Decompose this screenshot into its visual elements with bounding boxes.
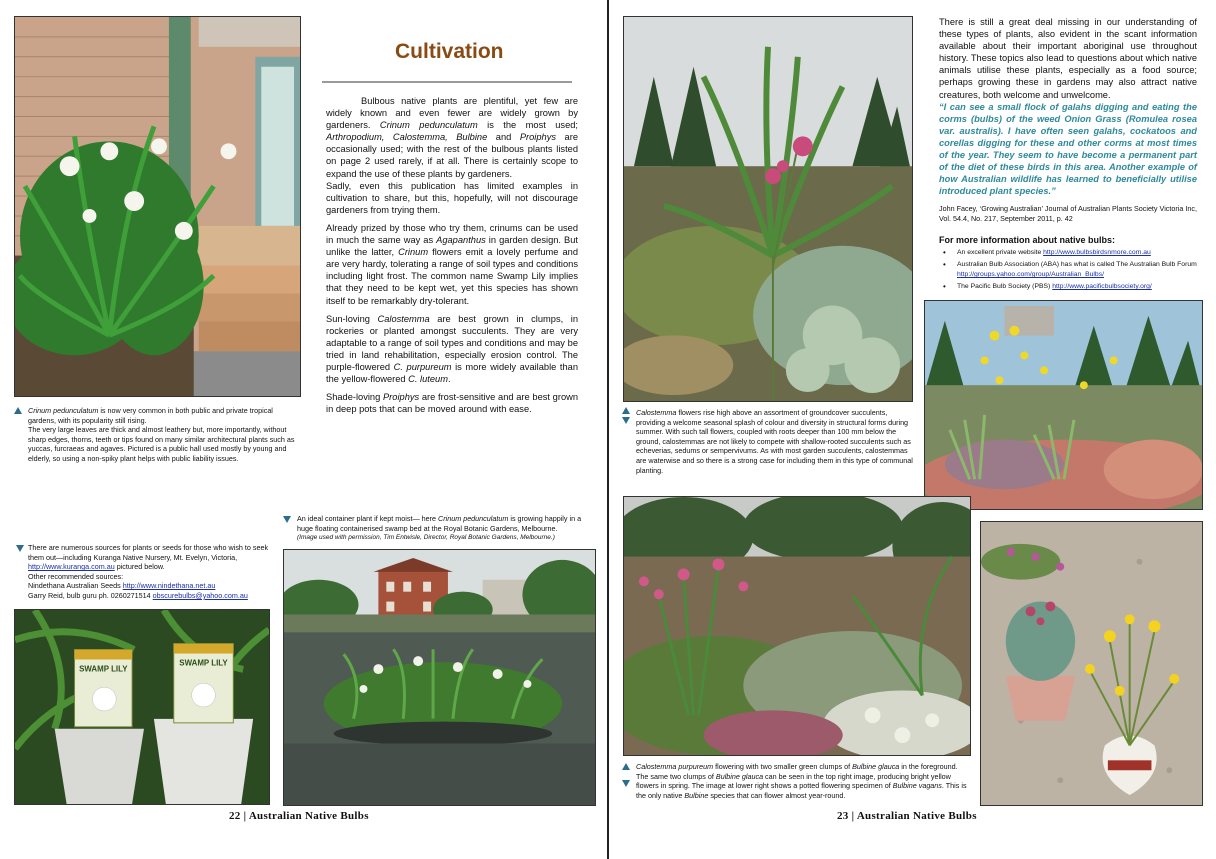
text-italic: Agapanthus <box>436 235 486 246</box>
text: are occasionally used; with the rest of the bulbous plants listed on page 2 used rarely, if at all. There is certainly scope to expand the use of these plants by gardeners. <box>326 132 578 179</box>
text: flowers rise high above an assortment of groundcover succulents, providing a welcome seasonal splash of colour and diversity in structural forms during summer. With such tall flowers, coupled with roots deeper than 100 mm below the ground, calostemmas are not likely to compete with shallow-rooted succulents such as echeverias, sedums or sempervivums. As with most garden succulents, calostemmas are waterwise and so there is a strong case for including them in this type of communal planting. <box>636 408 913 475</box>
more-info-links <box>939 248 1211 294</box>
photo-crinum-porch <box>14 16 301 397</box>
text-italic: Calostemma <box>636 408 677 417</box>
text: . <box>447 374 451 385</box>
text: An ideal container plant if kept moist— here <box>297 514 439 523</box>
photo-calostemma-garden <box>623 16 913 402</box>
text: are best grown in clumps, in rockeries or planted amongst succulents. They are very adaptable to a range of soil types and conditions and may be tried in land rehabilitation, especially erosion control. The purple-flowered <box>326 313 578 372</box>
list-item <box>939 260 1211 280</box>
photo-floating-swamp-bed <box>283 549 596 806</box>
more-info-heading: For more information about native bulbs: <box>939 235 1116 245</box>
caption-pointer-up-icon <box>622 763 630 770</box>
page-title: Cultivation <box>395 40 504 63</box>
list-item <box>939 282 1211 292</box>
photo-bulbine-vagans <box>980 521 1203 806</box>
plant-tag-label: SWAMP LILY <box>179 658 228 668</box>
link-kuranga[interactable]: http://www.kuranga.com.au <box>28 562 115 572</box>
link-pbs[interactable]: http://www.pacificbulbsociety.org/ <box>1052 283 1152 290</box>
text: is growing happily in a huge floating containerised swamp bed at the Royal Botanic Gardens, Melbourne. <box>297 514 582 533</box>
caption-pointer-down-icon <box>283 516 291 523</box>
text: are frost-sensitive and are best grown in deep pots that can be moved around with ease. <box>326 392 579 415</box>
right-intro <box>939 16 1197 197</box>
caption-line <box>636 762 971 800</box>
text-italic: Crinum pedunculatum <box>438 514 509 523</box>
title-rule <box>322 81 572 83</box>
folio-right: 23 | Australian Native Bulbs <box>837 810 977 822</box>
text-italic: Crinum pedunculatum <box>28 406 99 415</box>
caption-pointer-down-icon <box>16 545 24 552</box>
text-italic: Bulbine glauca <box>852 762 900 771</box>
caption-line <box>28 581 274 591</box>
caption-pointer-down-icon <box>622 417 630 424</box>
link-bulbsbirdsnmore[interactable]: http://www.bulbsbirdsnmore.com.au <box>1043 249 1151 256</box>
link-nindethana[interactable]: http://www.nindethana.net.au <box>122 581 216 591</box>
right-page <box>609 0 1216 859</box>
text-italic: Crinum pedunculatum <box>379 120 478 131</box>
paragraph-intro: There is still a great deal missing in our understanding of these types of plants, also evident in the scant information available about their important aboriginal use throughout history. These topics also lead to questions about which native animals utilise these plants, especially as a food source; perhaps growing these in gardens may also attract native creatures, both welcome and unwelcome. <box>939 17 1197 100</box>
photo-swamp-lily-pots <box>14 609 270 805</box>
text: The Pacific Bulb Society (PBS) <box>957 283 1053 290</box>
caption-sources <box>28 543 274 601</box>
caption-line: Other recommended sources: <box>28 571 124 581</box>
text: Shade-loving <box>326 392 383 403</box>
quote-galahs: “I can see a small flock of galahs digging and eating the corms (bulbs) of the weed Onion Grass (Romulea rosea var. australis). I have often seen galahs, cockatoos and corellas digging for these and other corms at most times of the year. They seem to have become a permanent part of the diet of these birds in this area. Another example of how Australian wildlife has learned to beneficially utilise introduced plant species.” <box>939 101 1197 197</box>
text-italic: Bulbine <box>684 790 709 800</box>
caption-line <box>297 514 597 533</box>
paragraph-intro <box>326 95 578 180</box>
text: Nindethana Australian Seeds <box>28 581 123 591</box>
caption-bulbine <box>636 762 971 800</box>
plant-tag-label: SWAMP LILY <box>79 664 128 674</box>
text: and <box>487 132 520 143</box>
text: Sun-loving <box>326 313 378 324</box>
text: pictured below. <box>114 562 165 572</box>
caption-container <box>297 514 597 543</box>
caption-calostemma <box>636 408 914 475</box>
link-email[interactable]: obscurebulbs@yahoo.com.au <box>152 590 248 600</box>
paragraph-sadly: Sadly, even this publication has limited examples in cultivation to share, but this, hopefully, will not discourage gardeners from trying them. <box>326 180 578 215</box>
caption-credit: (Image used with permission, Tim Entwisle, Director, Royal Botanic Gardens, Melbourne.) <box>297 534 555 542</box>
photo-calostemma-purpureum <box>623 496 971 756</box>
quote-attribution: John Facey, ‘Growing Australian’ Journal of Australian Plants Society Victoria Inc, Vol. 54.4, No. 217, September 2011, p. 42 <box>939 204 1197 223</box>
text: is now very common in both public and private tropical gardens, with its popularity still rising. <box>28 406 273 425</box>
caption-line <box>28 406 300 425</box>
caption-line: There are numerous sources for plants or seeds for those who wish to seek them out—including Kuranga Native Nursery, Mt. Evelyn, Victoria, <box>28 543 269 562</box>
link-aba-forum[interactable]: http://groups.yahoo.com/group/Australian_Bulbs/ <box>957 271 1104 278</box>
photo-bulbine-glauca <box>924 300 1203 510</box>
text: flowers emit a lovely perfume and are very hardy, tolerating a range of soil types and conditions including light frost. The common name Swamp Lily implies that they need to be kept wet, yet this species has shown itself to be remarkably dry-tolerant. <box>326 247 578 306</box>
caption-line: The very large leaves are thick and almost leathery but, more importantly, without sharp edges, thorns, teeth or tips found on many similar architectural plants such as yuccas, furcraeas and agaves. Pictured is a public hall used mostly by young and elderly, so using a non-spiky plant helps with public liability issues. <box>28 425 295 463</box>
text-italic: Crinum <box>398 247 429 258</box>
text: . This is the only native <box>636 781 967 800</box>
text: Bulbous native plants are plentiful, yet few are widely known and even fewer are widely grown by gardeners. <box>326 96 578 131</box>
list-item <box>939 248 1211 258</box>
paragraph-calostemma <box>326 313 578 386</box>
caption-line <box>28 562 274 572</box>
text-italic: Bulbine glauca <box>715 771 764 781</box>
text: in garden design. But unlike the latter, <box>326 235 578 258</box>
text: species that can flower almost year-round. <box>708 790 846 800</box>
caption-pointer-up-icon <box>14 407 22 414</box>
caption-crinum <box>28 406 300 464</box>
text-italic: Arthropodium, Calostemma, Bulbine <box>326 132 488 143</box>
caption-pointer-up-icon <box>622 407 630 414</box>
text-italic: Bulbine vagans <box>892 781 942 791</box>
text-italic: Proiphys <box>382 392 420 403</box>
text: Garry Reid, bulb guru ph. 0260271514 <box>28 590 153 600</box>
text: is more widely available than the yellow-flowered <box>326 361 579 385</box>
text: Already prized by those who try them, crinums can be used in much the same way as <box>326 222 578 246</box>
caption-line <box>28 591 274 601</box>
text: is the most used; <box>477 120 578 131</box>
folio-left: 22 | Australian Native Bulbs <box>229 810 369 822</box>
text: Australian Bulb Association (ABA) has what is called The Australian Bulb Forum <box>957 261 1197 268</box>
text-italic: Proiphys <box>519 132 557 143</box>
caption-pointer-down-icon <box>622 780 630 787</box>
text: in the foreground. The same two clumps of <box>636 762 958 781</box>
text-italic: Calostemma purpureum <box>636 762 714 771</box>
text: flowering with two smaller green clumps of <box>713 762 853 771</box>
cultivation-body <box>326 95 578 421</box>
text-italic: Calostemma <box>377 313 430 324</box>
caption-line <box>636 408 914 475</box>
paragraph-proiphys <box>326 391 578 415</box>
text: can be seen in the top right image, producing bright yellow flowers in spring. The image at lower right shows a potted flowering specimen of <box>636 771 951 791</box>
text-italic: C. purpureum <box>393 361 452 372</box>
text-italic: C. luteum <box>408 374 448 385</box>
text: An excellent private website <box>957 249 1044 256</box>
paragraph-crinums <box>326 222 578 307</box>
